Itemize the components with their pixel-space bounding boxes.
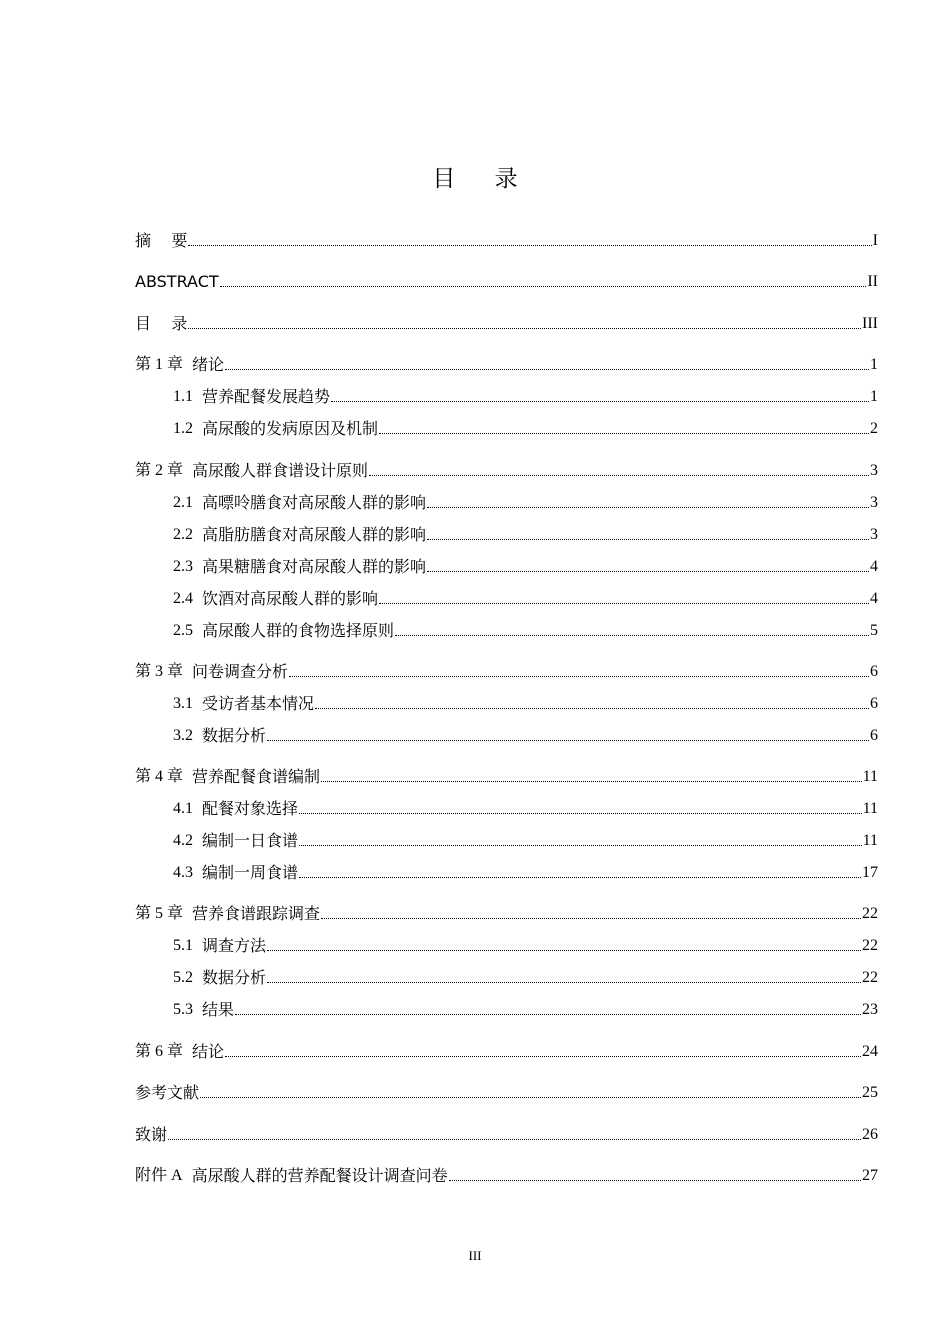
toc-entry-page-number: 26	[862, 1126, 878, 1143]
toc-entry-number: 附件 A	[135, 1167, 183, 1184]
dot-leader	[299, 844, 862, 846]
dot-leader	[369, 474, 869, 476]
toc-entry[interactable]	[173, 862, 878, 884]
toc-entry-title: 高尿酸人群食谱设计原则	[192, 461, 369, 480]
toc-entry-page-number: 25	[862, 1084, 878, 1101]
page-title: 目 录	[432, 166, 534, 192]
dot-leader	[168, 1138, 861, 1140]
toc-entry-page-number: 24	[862, 1043, 878, 1060]
dot-leader	[200, 1096, 861, 1098]
dot-leader	[225, 1055, 861, 1057]
toc-entry-title: 参考文献	[135, 1083, 200, 1102]
dot-leader	[188, 327, 861, 329]
toc-entry-page-number: 11	[862, 832, 878, 849]
toc-entry[interactable]	[173, 693, 878, 715]
toc-entry-number: 5.1	[173, 937, 193, 954]
dot-leader	[321, 780, 862, 782]
dot-leader	[427, 570, 869, 572]
toc-entry[interactable]	[135, 1041, 878, 1063]
toc-entry-page-number: 3	[870, 526, 878, 543]
toc-entry[interactable]	[135, 1165, 878, 1187]
toc-entry-number: 第 4 章	[135, 768, 184, 785]
toc-entry-page-number: II	[867, 273, 878, 290]
toc-entry-title: ABSTRACT	[135, 272, 219, 291]
toc-entry-page-number: 1	[870, 356, 878, 373]
dot-leader	[299, 812, 862, 814]
toc-entry-title: 营养食谱跟踪调查	[192, 904, 321, 923]
toc-entry-title: 受访者基本情况	[202, 694, 315, 713]
toc-entry-page-number: 4	[870, 558, 878, 575]
toc-entry-number: 第 6 章	[135, 1043, 184, 1060]
toc-entry[interactable]	[135, 903, 878, 925]
toc-entry[interactable]	[173, 556, 878, 578]
toc-entry-title: 高脂肪膳食对高尿酸人群的影响	[202, 525, 427, 544]
toc-entry[interactable]	[173, 524, 878, 546]
toc-entry-number: 2.2	[173, 526, 193, 543]
toc-entry-number: 4.1	[173, 800, 193, 817]
toc-entry-number: 2.1	[173, 494, 193, 511]
toc-entry-page-number: I	[872, 232, 878, 249]
toc-entry[interactable]	[173, 386, 878, 408]
toc-entry-page-number: 6	[870, 695, 878, 712]
toc-entry[interactable]	[173, 418, 878, 440]
toc-entry[interactable]	[135, 661, 878, 683]
toc-entry-page-number: III	[862, 315, 878, 332]
toc-entry-title: 绪论	[192, 355, 225, 374]
toc-entry-title: 数据分析	[202, 968, 267, 987]
toc-entry[interactable]	[173, 830, 878, 852]
toc-entry-title: 饮酒对高尿酸人群的影响	[202, 589, 379, 608]
dot-leader	[315, 707, 869, 709]
toc-entry-number: 1.2	[173, 420, 193, 437]
toc-entry[interactable]	[135, 1124, 878, 1146]
toc-entry-title: 高尿酸的发病原因及机制	[202, 419, 379, 438]
footer-page-number: III	[468, 1248, 482, 1263]
toc-entry[interactable]	[173, 620, 878, 642]
dot-leader	[299, 876, 861, 878]
toc-entry[interactable]	[173, 967, 878, 989]
toc-entry-number: 第 1 章	[135, 356, 184, 373]
toc-entry-page-number: 27	[862, 1167, 878, 1184]
toc-entry[interactable]	[135, 766, 878, 788]
toc-entry-page-number: 5	[870, 622, 878, 639]
toc-entry-number: 3.2	[173, 727, 193, 744]
toc-entry-title: 营养配餐发展趋势	[202, 387, 331, 406]
toc-entry-title: 调查方法	[202, 936, 267, 955]
dot-leader	[235, 1013, 861, 1015]
toc-entry-title: 目 录	[135, 314, 188, 333]
toc-entry-title: 配餐对象选择	[202, 799, 299, 818]
toc-entry-page-number: 3	[870, 494, 878, 511]
toc-entry-title: 营养配餐食谱编制	[192, 767, 321, 786]
toc-entry-title: 结论	[192, 1042, 225, 1061]
toc-entry-page-number: 2	[870, 420, 878, 437]
toc-entry-number: 1.1	[173, 388, 193, 405]
dot-leader	[225, 368, 869, 370]
dot-leader	[331, 400, 869, 402]
toc-entry[interactable]	[173, 999, 878, 1021]
toc-entry-number: 5.3	[173, 1001, 193, 1018]
toc-entry-page-number: 22	[862, 937, 878, 954]
toc-entry[interactable]	[173, 935, 878, 957]
toc-entry-title: 高嘌呤膳食对高尿酸人群的影响	[202, 493, 427, 512]
toc-entry-page-number: 23	[862, 1001, 878, 1018]
dot-leader	[427, 538, 869, 540]
toc-entry-title: 高果糖膳食对高尿酸人群的影响	[202, 557, 427, 576]
toc-entry-page-number: 11	[862, 800, 878, 817]
toc-entry-title: 数据分析	[202, 726, 267, 745]
toc-entry-page-number: 6	[870, 727, 878, 744]
toc-entry-page-number: 6	[870, 663, 878, 680]
toc-entry[interactable]	[135, 271, 878, 293]
toc-entry-number: 2.4	[173, 590, 193, 607]
toc-entry[interactable]	[173, 492, 878, 514]
toc-entry-number: 第 5 章	[135, 905, 184, 922]
toc-entry-title: 高尿酸人群的营养配餐设计调查问卷	[191, 1166, 448, 1185]
toc-entry-title: 编制一周食谱	[202, 863, 299, 882]
dot-leader	[220, 285, 867, 287]
toc-entry-number: 5.2	[173, 969, 193, 986]
dot-leader	[427, 506, 869, 508]
dot-leader	[379, 432, 869, 434]
toc-entry[interactable]	[173, 798, 878, 820]
dot-leader	[267, 981, 861, 983]
toc-entry-page-number: 11	[862, 768, 878, 785]
toc-entry-title: 致谢	[135, 1125, 168, 1144]
dot-leader	[267, 739, 869, 741]
toc-entry-number: 2.5	[173, 622, 193, 639]
toc-entry-title: 高尿酸人群的食物选择原则	[202, 621, 395, 640]
toc-entry-page-number: 4	[870, 590, 878, 607]
toc-entry-number: 第 3 章	[135, 663, 184, 680]
dot-leader	[289, 675, 869, 677]
toc-entry[interactable]	[135, 460, 878, 482]
toc-entry[interactable]	[135, 230, 878, 252]
toc-entry-title: 编制一日食谱	[202, 831, 299, 850]
dot-leader	[321, 917, 861, 919]
toc-entry-number: 2.3	[173, 558, 193, 575]
toc-entry-number: 第 2 章	[135, 462, 184, 479]
dot-leader	[395, 634, 869, 636]
toc-entry[interactable]	[135, 1082, 878, 1104]
dot-leader	[449, 1179, 861, 1181]
toc-entry-number: 4.3	[173, 864, 193, 881]
toc-entry-page-number: 3	[870, 462, 878, 479]
toc-entry-title: 结果	[202, 1000, 235, 1019]
toc-entry-number: 3.1	[173, 695, 193, 712]
toc-entry-title: 摘 要	[135, 231, 188, 250]
toc-entry-page-number: 1	[870, 388, 878, 405]
toc-entry-page-number: 17	[862, 864, 878, 881]
toc-entry-number: 4.2	[173, 832, 193, 849]
toc-entry-title: 问卷调查分析	[192, 662, 289, 681]
toc-entry[interactable]	[135, 354, 878, 376]
toc-entry[interactable]	[173, 588, 878, 610]
toc-entry[interactable]	[135, 313, 878, 335]
toc-entry-page-number: 22	[862, 969, 878, 986]
dot-leader	[267, 949, 861, 951]
toc-entry[interactable]	[173, 725, 878, 747]
toc-entry-page-number: 22	[862, 905, 878, 922]
dot-leader	[188, 244, 871, 246]
dot-leader	[379, 602, 869, 604]
